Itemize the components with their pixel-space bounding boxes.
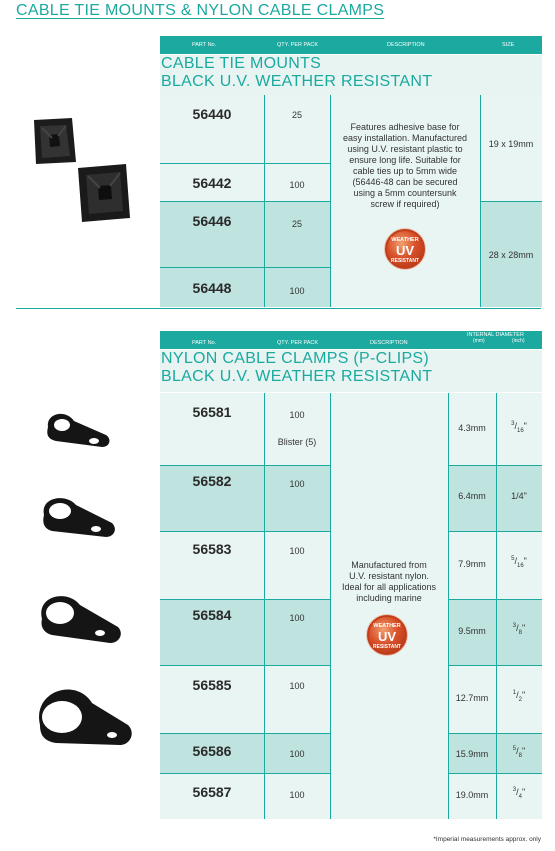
table2-part-5: 56586: [192, 743, 232, 759]
table1-title-line1: CABLE TIE MOUNTS: [161, 55, 322, 72]
table2-qty-note-0: Blister (5): [277, 437, 317, 447]
table2-mm-4: 12.7mm: [455, 693, 489, 703]
table2-inch-0: $^3/_{16}$": [511, 421, 527, 434]
section-divider: [16, 308, 541, 309]
table2-inch-3: $^3/_8$": [512, 623, 526, 636]
header-part-no: PART No.: [192, 42, 217, 48]
header-part-no: PART No.: [192, 340, 217, 346]
table2-qty-5: 100: [289, 749, 305, 759]
table1-size-0: 19 x 19mm: [488, 139, 534, 149]
table2-qty-0: 100: [289, 410, 305, 420]
table1-qty-1: 100: [289, 180, 305, 190]
header-mm: (mm): [473, 338, 485, 344]
table2-part-1: 56582: [192, 473, 232, 489]
table2-mm-2: 7.9mm: [458, 559, 486, 569]
table1-title-line2: BLACK U.V. WEATHER RESISTANT: [161, 73, 433, 90]
header-qty: QTY. PER PACK: [277, 42, 319, 48]
table2-part-0: 56581: [192, 404, 232, 420]
table2-part-3: 56584: [192, 607, 232, 623]
table2-inch-1: 1/4": [511, 491, 527, 501]
table2-qty-1: 100: [289, 479, 305, 489]
table1-header: [160, 36, 542, 54]
table1-description: Features adhesive base for easy installation. Manufactured using U.V. resistant plastic to ensure long life. Suitable for cable ties up to 5mm wide (56446-48 can be secured using a 5mm countersunk screw if required): [342, 122, 468, 209]
p-clip-small: [47, 414, 109, 447]
table2-qty-4: 100: [289, 681, 305, 691]
table1-part-0: 56440: [192, 106, 232, 122]
table2-mm-3: 9.5mm: [458, 626, 486, 636]
page-title: CABLE TIE MOUNTS & NYLON CABLE CLAMPS: [16, 2, 385, 19]
table1-qty-3: 100: [289, 286, 305, 296]
table1-title: [160, 55, 542, 95]
header-qty: QTY. PER PACK: [277, 340, 319, 346]
table1-qty-2: 25: [291, 219, 302, 229]
table1-part-1: 56442: [192, 175, 232, 191]
table2-title-line2: BLACK U.V. WEATHER RESISTANT: [161, 368, 433, 385]
p-clip-xlarge: [39, 690, 132, 745]
table2-inch-2: $^5/_{16}$": [511, 556, 527, 569]
table1-part-2: 56446: [192, 213, 232, 229]
p-clip-large: [41, 596, 121, 643]
uv-weather-resistant-badge: WEATHER UV RESISTANT: [385, 229, 425, 269]
footnote: *Imperial measurements approx. only: [433, 836, 541, 843]
table2-mm-0: 4.3mm: [458, 423, 486, 433]
table2-inch-4: $^1/_2$": [512, 690, 526, 703]
table2-inch-5: $^5/_8$": [512, 746, 526, 759]
table1-qty-0: 25: [291, 110, 302, 120]
header-size: SIZE: [502, 42, 515, 48]
table2-title: [160, 350, 542, 392]
cable-tie-mount-image: [28, 114, 132, 230]
table2-qty-6: 100: [289, 790, 305, 800]
header-internal-diameter: INTERNAL DIAMETER: [467, 332, 524, 338]
header-inch: (inch): [512, 338, 525, 344]
header-description: DESCRIPTION: [387, 42, 425, 48]
table2-qty-2: 100: [289, 546, 305, 556]
table2-description: Manufactured from U.V. resistant nylon. Ideal for all applications including marine: [341, 560, 437, 603]
table2-inch-6: $^3/_4$": [512, 787, 526, 800]
p-clip-medium: [43, 498, 115, 537]
table1-size-1: 28 x 28mm: [488, 250, 534, 260]
table2-part-6: 56587: [192, 784, 232, 800]
table2-header: [160, 331, 542, 349]
table2-part-4: 56585: [192, 677, 232, 693]
table2-mm-5: 15.9mm: [455, 749, 489, 759]
table1-part-3: 56448: [192, 280, 232, 296]
table2-mm-6: 19.0mm: [455, 790, 489, 800]
header-description: DESCRIPTION: [370, 340, 408, 346]
uv-weather-resistant-badge-2: WEATHER UV RESISTANT: [367, 615, 407, 655]
p-clip-images: [36, 405, 146, 770]
table2-part-2: 56583: [192, 541, 232, 557]
table2-qty-3: 100: [289, 613, 305, 623]
table2-title-line1: NYLON CABLE CLAMPS (P-CLIPS): [161, 350, 430, 367]
table2-mm-1: 6.4mm: [458, 491, 486, 501]
